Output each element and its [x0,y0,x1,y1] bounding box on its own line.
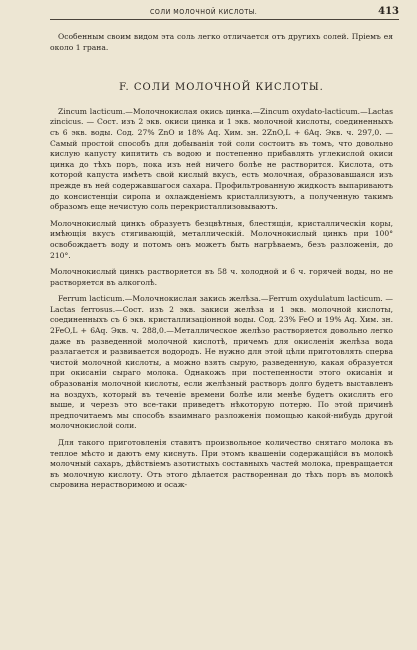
running-title: СОЛИ МОЛОЧНОЙ КИСЛОТЫ. [150,8,258,16]
paragraph-zinc-lactate: Zincum lacticum.—Молочнокислая окись цинка.—Zincum oxydato-lacticum.—Lactas zincicus. — Сост. изъ 2 экв. окиси цинка и 1 экв. молочной кислоты, соединенныхъ съ 6 экв. воды. Сод. 27% ZnO и 18% Aq. Хим. зн. 2ZnO,L + 6Aq. Экв. ч. 297,0. — Самый простой способъ для добыванія той соли состоитъ въ томъ, что довольно кислую капусту кипятить съ водою и постепенно прибавлять углекислой окиси цинка до тѣхъ поръ, пока изъ ней ничего болѣе не растворится. Кислота, отъ которой капуста имѣетъ свой кислый вкусъ, есть молочная, образовавшаяся изъ прежде въ ней содержавшагося сахара. Профильтрованную жидкость выпариваютъ до консистенціи сиропа и охлажденіемъ кристаллизуютъ, а полученную такимъ образомъ еще нечистую соль перекристаллизовываютъ. [50,106,393,212]
paragraph-zinc-properties: Молочнокислый цинкъ образуетъ безцвѣтныя, блестящія, кристаллическія коры, имѣющія вкусъ стягивающій, металлическій. Молочнокислый цинкъ при 100° освобождаетъ воду и потомъ онъ можетъ быть нагрѣваемъ, безъ разложенія, до 210°. [50,218,393,260]
page-body [50,32,393,491]
page-number: 413 [378,6,399,17]
paragraph-zinc-solubility: Молочнокислый цинкъ растворяется въ 58 ч. холодной и 6 ч. горячей воды, но не растворяется въ алкоголѣ. [50,267,393,287]
paragraph-ferrous-lactate: Ferrum lacticum.—Молочнокислая закись желѣза.—Ferrum oxydulatum lacticum. — Lactas ferrosus.—Сост. изъ 2 экв. закиси желѣза и 1 экв. молочной кислоты, соединенныхъ съ 6 экв. кристаллизаціонной воды. Сод. 23% FeO и 19% Aq. Хим. зн. 2FeO,L + 6Aq. Экв. ч. 288,0.—Металлическое желѣзо растворяется довольно легко даже въ разведенной молочной кислотѣ, причемъ для окисленія желѣза вода разлагается и развивается водородъ. Не нужно для этой цѣли приготовлять сперва чистой молочной кислоты, а можно взять сырую, разведенную, какая образуется при окисаніи сыраго молока. Однакожъ при постепенности этого окисанія и образованія молочной кислоты, если желѣзный растворъ долго будетъ выставленъ на воздухъ, который въ теченіе времени болѣе или менѣе будетъ окислять его выше, и черезъ это все-таки приведетъ нѣкоторую потерю. По этой причинѣ предпочитаемъ мы способъ взаимнаго разложенія помощью какой-нибудь другой молочнокислой соли. [50,294,393,431]
paragraph-intro: Особенным своим видом эта соль легко отличается отъ другихъ солей. Пріемъ ея около 1 грана. [50,32,393,52]
header-rule [50,19,399,20]
section-title: F. СОЛИ МОЛОЧНОЙ КИСЛОТЫ. [119,82,324,94]
paragraph-preparation: Для такого приготовленія ставятъ произвольное количество снятаго молока въ теплое мѣсто и даютъ ему киснуть. При этомъ квашеніи содержащійся въ молокѣ молочный сахаръ, дѣйствіемъ азотистыхъ составныхъ частей молока, превращается въ молочную кислоту. Отъ этого дѣлается растворенная до тѣхъ поръ въ молокѣ сыровина нерастворимою и осаж- [50,438,393,490]
